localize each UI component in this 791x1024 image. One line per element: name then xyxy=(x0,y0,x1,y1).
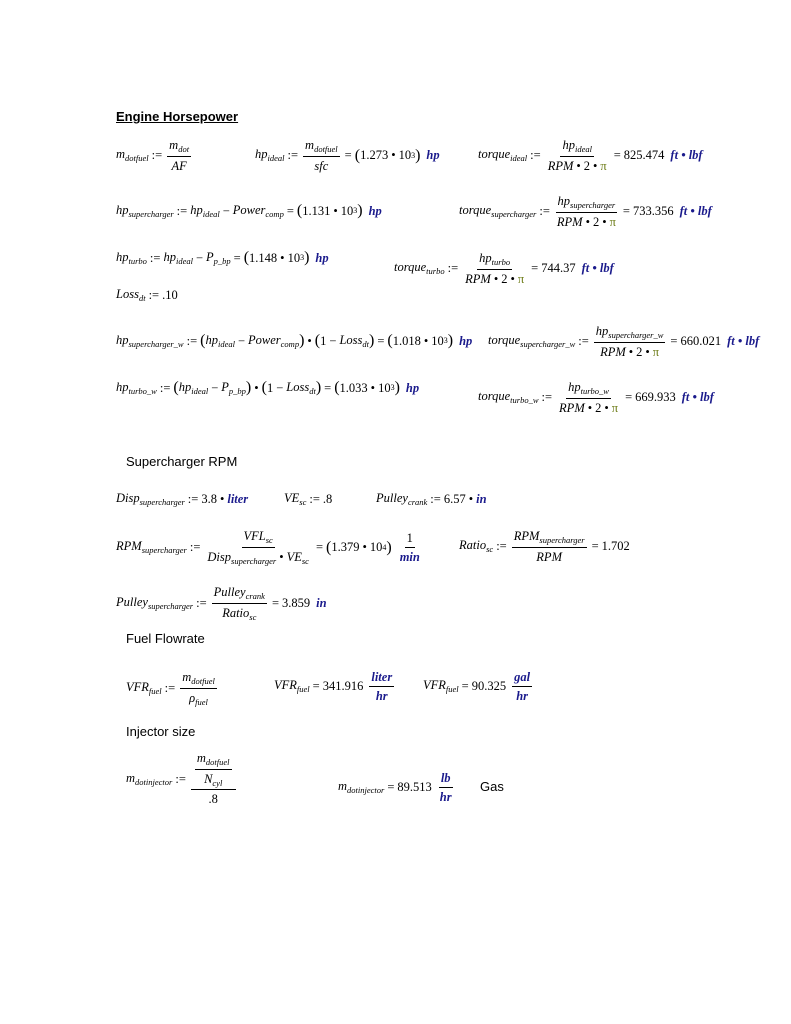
eq-pulley-supercharger: Pulley$_{supercharger}$ := $\frac{Pulley_{crank}}{Ratio_{sc}}$ = 3.859 in xyxy=(116,585,327,622)
eq-hp-turbo-w: $hp_{turbo\_w}$ := ( $hp_{ideal}$ − $P_{p\_bp}$ ) • ( 1 − Loss$_{dt}$ ) = ( 1.033 • 10 3 ) hp xyxy=(116,379,420,396)
eq-loss-dt: Loss$_{dt}$ := .10 xyxy=(116,287,178,303)
eq-hp-supercharger: $hp_{supercharger}$ := $hp_{ideal}$ − Power$_{comp}$ = ( 1.131 • 10 3 ) hp xyxy=(116,202,382,219)
eq-torque-supercharger: torque$_{supercharger}$ := $\frac{hp_{supercharger}}{\text{RPM • 2 • π}}$ = 733.356 ft • lbf xyxy=(459,194,712,229)
eq-torque-ideal: torque$_{ideal}$ := $\frac{hp_{ideal}}{\text{RPM • 2 • π}}$ = 825.474 ft • lbf xyxy=(478,138,703,173)
eq-hp-turbo: $hp_{turbo}$ := $hp_{ideal}$ − $P_{p\_bp}$ = ( 1.148 • 10 3 ) hp xyxy=(116,249,329,266)
eq-hp-supercharger-w: $hp_{supercharger\_w}$ := ( $hp_{ideal}$ − Power$_{comp}$ ) • ( 1 − Loss$_{dt}$ ) = ( 1.018 • 10 3 ) hp xyxy=(116,332,473,349)
eq-vfr-fuel-liter: $VFR_{fuel}$ = 341.916 $\frac{\text{liter}}{hr}$ xyxy=(274,670,393,703)
eq-m-dotfuel: $m_{dotfuel}$ := $\frac{m_{dot}}{AF}$ xyxy=(116,138,190,173)
eq-disp-supercharger: Disp$_{supercharger}$ := 3.8 • liter xyxy=(116,491,249,507)
eq-pulley-crank: Pulley$_{crank}$ := 6.57 • in xyxy=(376,491,487,507)
eq-torque-turbo: torque$_{turbo}$ := $\frac{hp_{turbo}}{\text{RPM • 2 • π}}$ = 744.37 ft • lbf xyxy=(394,251,614,286)
gas-label: Gas xyxy=(480,779,504,794)
eq-m-dotinjector-value: $m_{dotinjector}$ = 89.513 $\frac{lb}{hr}$ xyxy=(338,771,452,804)
eq-ve-sc: $VE_{sc}$ := .8 xyxy=(284,491,333,507)
eq-m-dotinjector-def: $m_{dotinjector}$ := $\frac{\frac{m_{dotfuel}}{N_{cyl}}}{.8}$ xyxy=(126,752,238,806)
eq-torque-turbo-w: torque$_{turbo\_w}$ := $\frac{hp_{turbo\_w}}{\text{RPM • 2 • π}}$ = 669.933 ft • lbf xyxy=(478,380,714,415)
engine-horsepower-heading: Engine Horsepower xyxy=(116,109,239,124)
eq-torque-supercharger-w: torque$_{supercharger\_w}$ := $\frac{hp_{supercharger\_w}}{\text{RPM • 2 • π}}$ = 660.021 ft • lbf xyxy=(488,324,760,359)
eq-rpm-supercharger: $RPM_{supercharger}$ := $\frac{VFL_{sc}}{Disp_{supercharger} • VE_{sc}}$ = ( 1.379 • 10 4 ) $\frac{1}{\min}$ xyxy=(116,529,420,566)
eq-hp-ideal: $hp_{ideal}$ := $\frac{m_{dotfuel}}{\text{sfc}}$ = ( 1.273 • 10 3 ) hp xyxy=(255,138,440,173)
eq-vfr-fuel-def: $VFR_{fuel}$ := $\frac{m_{dotfuel}}{\rho_{fuel}}$ xyxy=(126,670,215,707)
eq-vfr-fuel-gal: $VFR_{fuel}$ = 90.325 $\frac{\text{gal}}{hr}$ xyxy=(423,670,531,703)
supercharger-rpm-heading: Supercharger RPM xyxy=(126,454,238,469)
injector-size-heading: Injector size xyxy=(126,724,196,739)
fuel-flowrate-heading: Fuel Flowrate xyxy=(126,631,205,646)
eq-ratio-sc: Ratio$_{sc}$ := $\frac{RPM_{supercharger}}{\text{RPM}}$ = 1.702 xyxy=(459,529,630,564)
